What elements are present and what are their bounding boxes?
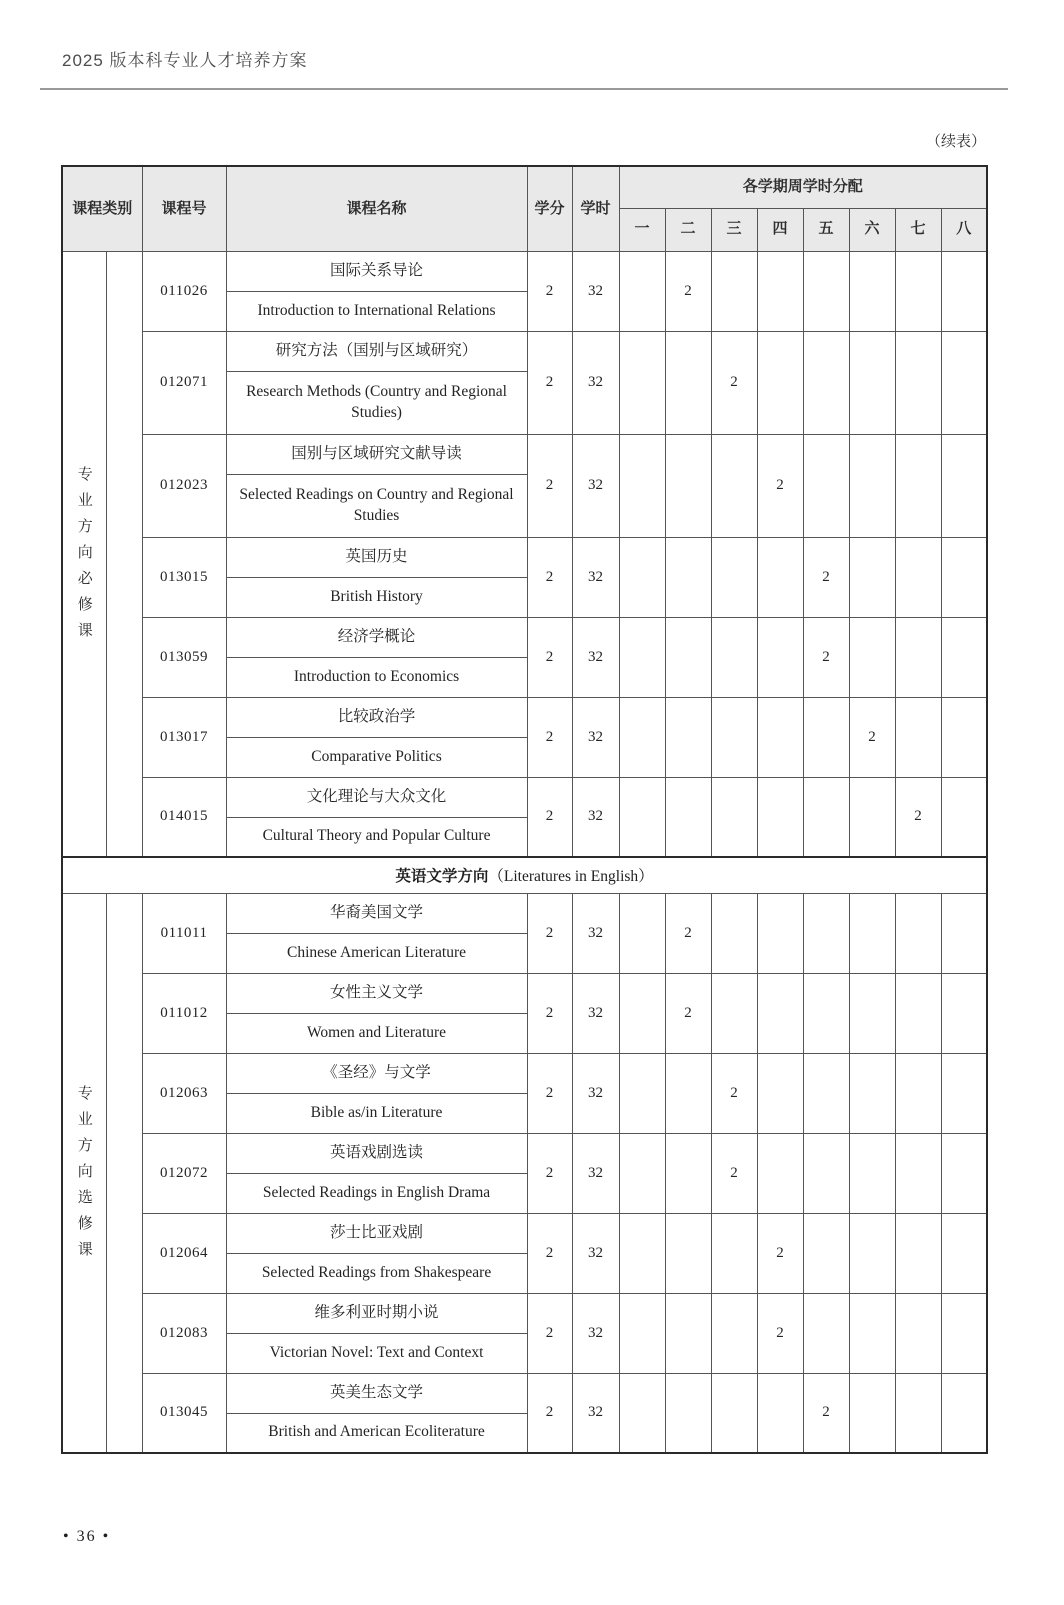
semester-cell-4: [757, 537, 803, 617]
semester-cell-1: [619, 251, 665, 331]
semester-cell-2: [665, 617, 711, 697]
table-row: [62, 251, 987, 291]
semester-cell-3: [711, 434, 757, 537]
credits-cell: 2: [527, 1293, 572, 1373]
semester-cell-1: [619, 1133, 665, 1213]
header-semester-3: 三: [711, 208, 757, 251]
hours-cell: 32: [572, 331, 619, 434]
semester-cell-8: [941, 1293, 987, 1373]
course-name-zh: 女性主义文学: [226, 973, 527, 1013]
semester-cell-5: [803, 893, 849, 973]
semester-cell-1: [619, 1213, 665, 1293]
semester-cell-7: [895, 1133, 941, 1213]
course-no: 011026: [142, 251, 226, 331]
table-row: [62, 1373, 987, 1413]
semester-cell-5: [803, 251, 849, 331]
course-name-zh: 莎士比亚戏剧: [226, 1213, 527, 1253]
semester-cell-2: [665, 1053, 711, 1133]
header-semester-7: 七: [895, 208, 941, 251]
semester-cell-1: [619, 973, 665, 1053]
header-semester-6: 六: [849, 208, 895, 251]
semester-cell-3: [711, 973, 757, 1053]
semester-cell-8: [941, 251, 987, 331]
semester-cell-4: [757, 973, 803, 1053]
course-name-zh: 国别与区域研究文献导读: [226, 434, 527, 474]
semester-cell-1: [619, 537, 665, 617]
hours-cell: 32: [572, 777, 619, 857]
semester-cell-7: [895, 973, 941, 1053]
credits-cell: 2: [527, 777, 572, 857]
semester-cell-1: [619, 617, 665, 697]
hours-cell: 32: [572, 537, 619, 617]
course-no: 013017: [142, 697, 226, 777]
curriculum-table-container: [61, 165, 988, 1454]
course-name-zh: 《圣经》与文学: [226, 1053, 527, 1093]
credits-cell: 2: [527, 434, 572, 537]
course-no: 011012: [142, 973, 226, 1053]
semester-cell-7: [895, 1373, 941, 1453]
semester-cell-4: [757, 331, 803, 434]
semester-cell-3: [711, 537, 757, 617]
header-credits: 学分: [527, 166, 572, 251]
table-row: [62, 331, 987, 371]
document-title: 2025 版本科专业人才培养方案: [62, 51, 308, 70]
credits-cell: 2: [527, 973, 572, 1053]
semester-cell-5: 2: [803, 1373, 849, 1453]
course-name-en: British History: [226, 577, 527, 617]
table-row: [62, 973, 987, 1013]
credits-cell: 2: [527, 893, 572, 973]
semester-cell-6: [849, 777, 895, 857]
semester-cell-4: 2: [757, 434, 803, 537]
course-name-zh: 英语戏剧选读: [226, 1133, 527, 1173]
semester-cell-8: [941, 1133, 987, 1213]
section-divider-zh: 英语文学方向: [395, 868, 489, 886]
course-no: 012083: [142, 1293, 226, 1373]
header-semester-4: 四: [757, 208, 803, 251]
course-name-en: Chinese American Literature: [226, 933, 527, 973]
semester-cell-5: [803, 697, 849, 777]
table-row: [62, 1053, 987, 1093]
semester-cell-1: [619, 1053, 665, 1133]
credits-cell: 2: [527, 331, 572, 434]
header-semester-group: 各学期周学时分配: [619, 166, 987, 208]
semester-cell-4: [757, 251, 803, 331]
header-semester-5: 五: [803, 208, 849, 251]
credits-cell: 2: [527, 537, 572, 617]
semester-cell-2: [665, 1293, 711, 1373]
semester-cell-3: [711, 893, 757, 973]
course-name-en: Selected Readings from Shakespeare: [226, 1253, 527, 1293]
semester-cell-6: [849, 251, 895, 331]
header-course-name: 课程名称: [226, 166, 527, 251]
hours-cell: 32: [572, 434, 619, 537]
course-no: 012063: [142, 1053, 226, 1133]
semester-cell-4: [757, 1373, 803, 1453]
table-row: [62, 893, 987, 933]
hours-cell: 32: [572, 251, 619, 331]
course-name-en: Bible as/in Literature: [226, 1093, 527, 1133]
semester-cell-1: [619, 434, 665, 537]
semester-cell-4: [757, 777, 803, 857]
semester-cell-7: [895, 1053, 941, 1133]
category-subcell-empty: [106, 893, 142, 1453]
semester-cell-4: 2: [757, 1293, 803, 1373]
course-no: 014015: [142, 777, 226, 857]
title-divider-rule: [40, 88, 1008, 90]
semester-cell-2: [665, 1213, 711, 1293]
course-name-en: Selected Readings on Country and Regional Studies: [226, 474, 527, 537]
course-no: 012064: [142, 1213, 226, 1293]
header-semester-2: 二: [665, 208, 711, 251]
semester-cell-3: [711, 697, 757, 777]
curriculum-table: [61, 165, 988, 1454]
semester-cell-5: [803, 1293, 849, 1373]
semester-cell-2: [665, 777, 711, 857]
semester-cell-6: [849, 537, 895, 617]
section-divider-en: （Literatures in English）: [488, 868, 654, 886]
semester-cell-6: [849, 1133, 895, 1213]
semester-cell-8: [941, 893, 987, 973]
semester-cell-3: [711, 1213, 757, 1293]
course-no: 013015: [142, 537, 226, 617]
semester-cell-7: 2: [895, 777, 941, 857]
vertical-category-label: 专业方向必修课: [75, 465, 92, 648]
semester-cell-4: [757, 617, 803, 697]
course-name-zh: 英国历史: [226, 537, 527, 577]
semester-cell-4: [757, 893, 803, 973]
course-name-en: Selected Readings in English Drama: [226, 1173, 527, 1213]
category-cell-required: [62, 251, 106, 857]
header-category: 课程类别: [62, 166, 142, 251]
semester-cell-5: [803, 1213, 849, 1293]
course-name-en: Research Methods (Country and Regional Studies): [226, 371, 527, 434]
semester-cell-7: [895, 537, 941, 617]
section-divider-row: [62, 857, 987, 893]
table-row: [62, 1213, 987, 1253]
semester-cell-8: [941, 1053, 987, 1133]
table-row: [62, 1133, 987, 1173]
hours-cell: 32: [572, 1053, 619, 1133]
credits-cell: 2: [527, 1373, 572, 1453]
semester-cell-3: 2: [711, 1053, 757, 1133]
semester-cell-3: [711, 617, 757, 697]
course-name-zh: 英美生态文学: [226, 1373, 527, 1413]
semester-cell-1: [619, 1293, 665, 1373]
credits-cell: 2: [527, 1133, 572, 1213]
semester-cell-1: [619, 1373, 665, 1453]
semester-cell-8: [941, 537, 987, 617]
category-cell-elective: [62, 893, 106, 1453]
course-name-zh: 华裔美国文学: [226, 893, 527, 933]
semester-cell-2: [665, 697, 711, 777]
semester-cell-2: 2: [665, 893, 711, 973]
semester-cell-5: [803, 973, 849, 1053]
semester-cell-5: [803, 1053, 849, 1133]
semester-cell-1: [619, 697, 665, 777]
hours-cell: 32: [572, 1293, 619, 1373]
semester-cell-3: [711, 777, 757, 857]
course-name-zh: 比较政治学: [226, 697, 527, 737]
semester-cell-8: [941, 434, 987, 537]
credits-cell: 2: [527, 617, 572, 697]
semester-cell-7: [895, 893, 941, 973]
semester-cell-2: 2: [665, 251, 711, 331]
semester-cell-6: [849, 617, 895, 697]
semester-cell-1: [619, 777, 665, 857]
hours-cell: 32: [572, 973, 619, 1053]
hours-cell: 32: [572, 1133, 619, 1213]
semester-cell-5: [803, 777, 849, 857]
credits-cell: 2: [527, 1213, 572, 1293]
header-semester-8: 八: [941, 208, 987, 251]
course-no: 012023: [142, 434, 226, 537]
credits-cell: 2: [527, 251, 572, 331]
semester-cell-8: [941, 1373, 987, 1453]
semester-cell-1: [619, 331, 665, 434]
semester-cell-7: [895, 1293, 941, 1373]
semester-cell-2: [665, 331, 711, 434]
semester-cell-8: [941, 777, 987, 857]
semester-cell-7: [895, 331, 941, 434]
course-name-en: Comparative Politics: [226, 737, 527, 777]
semester-cell-8: [941, 331, 987, 434]
semester-cell-6: 2: [849, 697, 895, 777]
course-no: 012072: [142, 1133, 226, 1213]
semester-cell-7: [895, 697, 941, 777]
vertical-category-label: 专业方向选修课: [75, 1084, 92, 1267]
hours-cell: 32: [572, 1373, 619, 1453]
hours-cell: 32: [572, 893, 619, 973]
course-name-en: Introduction to International Relations: [226, 291, 527, 331]
course-name-zh: 维多利亚时期小说: [226, 1293, 527, 1333]
course-name-zh: 文化理论与大众文化: [226, 777, 527, 817]
semester-cell-6: [849, 893, 895, 973]
hours-cell: 32: [572, 1213, 619, 1293]
hours-cell: 32: [572, 617, 619, 697]
semester-cell-6: [849, 331, 895, 434]
course-name-en: Victorian Novel: Text and Context: [226, 1333, 527, 1373]
semester-cell-3: [711, 1373, 757, 1453]
semester-cell-6: [849, 1213, 895, 1293]
table-row: [62, 777, 987, 817]
header-semester-1: 一: [619, 208, 665, 251]
semester-cell-8: [941, 973, 987, 1053]
semester-cell-4: [757, 697, 803, 777]
semester-cell-7: [895, 251, 941, 331]
hours-cell: 32: [572, 697, 619, 777]
semester-cell-6: [849, 1293, 895, 1373]
course-name-en: Women and Literature: [226, 1013, 527, 1053]
course-name-zh: 经济学概论: [226, 617, 527, 657]
semester-cell-8: [941, 617, 987, 697]
semester-cell-2: [665, 1373, 711, 1453]
semester-cell-1: [619, 893, 665, 973]
header-course-no: 课程号: [142, 166, 226, 251]
semester-cell-7: [895, 434, 941, 537]
table-row: [62, 1293, 987, 1333]
credits-cell: 2: [527, 1053, 572, 1133]
category-subcell-empty: [106, 251, 142, 857]
semester-cell-7: [895, 1213, 941, 1293]
semester-cell-4: [757, 1053, 803, 1133]
section-divider-cell: [62, 857, 987, 893]
semester-cell-6: [849, 973, 895, 1053]
semester-cell-4: 2: [757, 1213, 803, 1293]
course-name-zh: 国际关系导论: [226, 251, 527, 291]
course-no: 011011: [142, 893, 226, 973]
semester-cell-5: [803, 1133, 849, 1213]
course-no: 012071: [142, 331, 226, 434]
semester-cell-2: 2: [665, 973, 711, 1053]
semester-cell-6: [849, 1053, 895, 1133]
semester-cell-3: [711, 251, 757, 331]
semester-cell-2: [665, 537, 711, 617]
semester-cell-5: 2: [803, 537, 849, 617]
semester-cell-7: [895, 617, 941, 697]
semester-cell-3: 2: [711, 1133, 757, 1213]
semester-cell-2: [665, 1133, 711, 1213]
semester-cell-4: [757, 1133, 803, 1213]
semester-cell-5: [803, 434, 849, 537]
course-name-en: Introduction to Economics: [226, 657, 527, 697]
semester-cell-2: [665, 434, 711, 537]
semester-cell-5: [803, 331, 849, 434]
course-no: 013059: [142, 617, 226, 697]
table-row: [62, 434, 987, 474]
course-name-zh: 研究方法（国别与区域研究）: [226, 331, 527, 371]
header-hours: 学时: [572, 166, 619, 251]
course-name-en: Cultural Theory and Popular Culture: [226, 817, 527, 857]
semester-cell-3: 2: [711, 331, 757, 434]
semester-cell-8: [941, 1213, 987, 1293]
page-number: • 36 •: [63, 1528, 111, 1545]
continued-table-note: （续表）: [925, 134, 986, 150]
course-no: 013045: [142, 1373, 226, 1453]
table-row: [62, 617, 987, 657]
semester-cell-5: 2: [803, 617, 849, 697]
semester-cell-6: [849, 434, 895, 537]
semester-cell-6: [849, 1373, 895, 1453]
semester-cell-3: [711, 1293, 757, 1373]
course-name-en: British and American Ecoliterature: [226, 1413, 527, 1453]
table-row: [62, 537, 987, 577]
credits-cell: 2: [527, 697, 572, 777]
table-row: [62, 697, 987, 737]
semester-cell-8: [941, 697, 987, 777]
